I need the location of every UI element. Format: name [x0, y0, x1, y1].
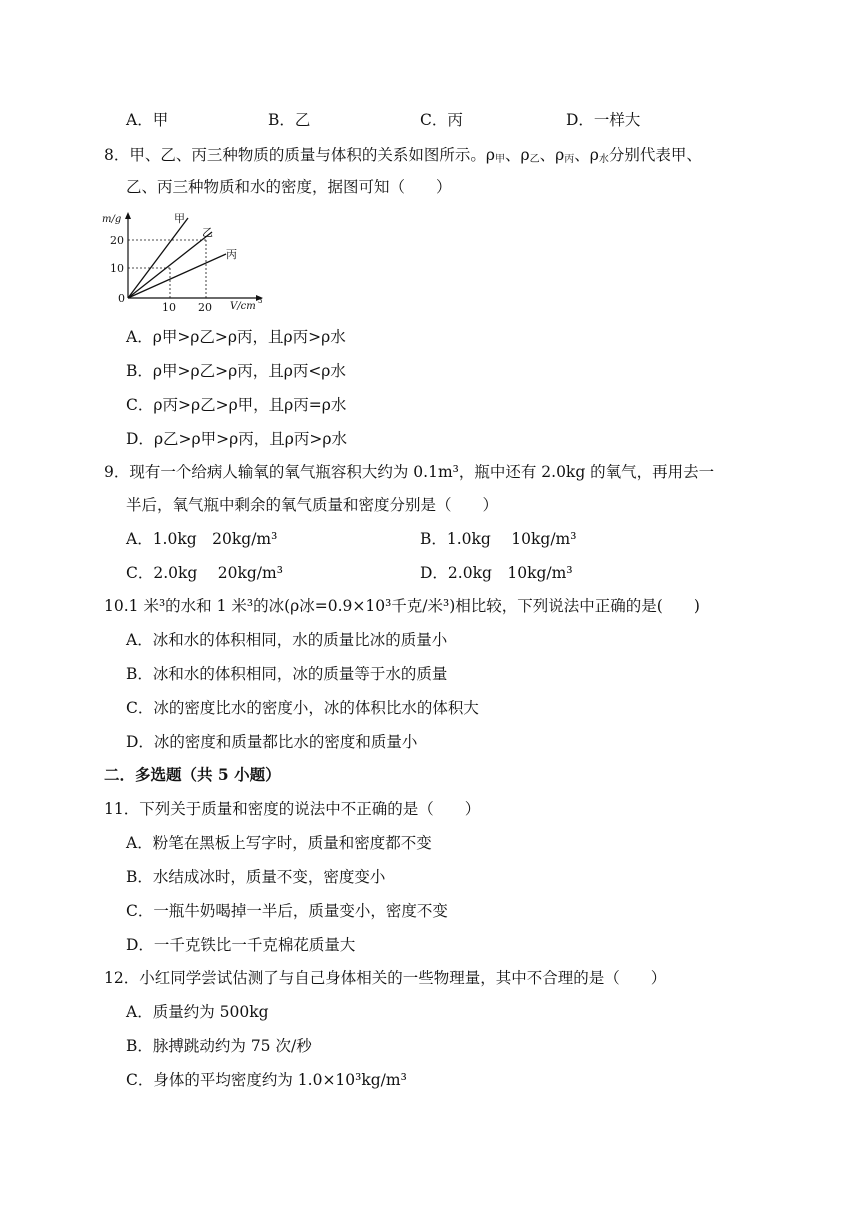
- x-axis-label: V/cm: [230, 301, 256, 312]
- q11-option-d: D．一千克铁比一千克棉花质量大: [126, 936, 356, 954]
- q7-option-b: B．乙: [268, 111, 311, 129]
- origin-label: 0: [118, 292, 125, 305]
- label-bing: 丙: [226, 248, 237, 261]
- q8-stem-line2: 乙、丙三种物质和水的密度，据图可知（ ）: [126, 178, 452, 196]
- y-tick-20: 20: [110, 234, 124, 247]
- q11-option-b: B．水结成冰时，质量不变，密度变小: [126, 868, 386, 886]
- label-yi: 乙: [202, 226, 213, 239]
- q8-option-b: B．ρ甲>ρ乙>ρ丙，且ρ丙<ρ水: [126, 362, 346, 380]
- q9-stem-line2: 半后，氧气瓶中剩余的氧气质量和密度分别是（ ）: [126, 496, 499, 514]
- q7-option-c: C．丙: [420, 111, 463, 129]
- y-tick-10: 10: [110, 262, 124, 275]
- q8-option-c: C．ρ丙>ρ乙>ρ甲，且ρ丙=ρ水: [126, 396, 347, 414]
- q10-option-a: A．冰和水的体积相同，水的质量比冰的质量小: [126, 631, 448, 649]
- q9-option-d: D．2.0kg 10kg/m³: [420, 564, 573, 582]
- y-axis-label: m/g: [102, 214, 122, 225]
- q7-option-d: D．一样大: [566, 111, 641, 129]
- q12-option-c: C．身体的平均密度约为 1.0×10³kg/m³: [126, 1071, 407, 1089]
- q10-option-c: C．冰的密度比水的密度小，冰的体积比水的体积大: [126, 699, 479, 717]
- q10-option-d: D．冰的密度和质量都比水的密度和质量小: [126, 733, 418, 751]
- q12-option-a: A．质量约为 500kg: [126, 1003, 269, 1021]
- q8-stem-line1: 8．甲、乙、丙三种物质的质量与体积的关系如图所示。$\rho_甲$、$\rho_乙$、$\rho_丙$、$\rho_水$分别代表甲、: [104, 146, 702, 165]
- q8-option-d: D．ρ乙>ρ甲>ρ丙，且ρ丙>ρ水: [126, 430, 347, 448]
- x-tick-20: 20: [198, 301, 212, 314]
- q7-option-a: A．甲: [126, 111, 169, 129]
- q11-option-c: C．一瓶牛奶喝掉一半后，质量变小，密度不变: [126, 902, 448, 920]
- q10-option-b: B．冰和水的体积相同，冰的质量等于水的质量: [126, 665, 448, 683]
- mass-volume-graph: [100, 210, 270, 314]
- q11-stem: 11．下列关于质量和密度的说法中不正确的是（ ）: [104, 800, 481, 818]
- q9-option-a: A．1.0kg 20kg/m³: [126, 530, 278, 548]
- q12-option-b: B．脉搏跳动约为 75 次/秒: [126, 1037, 312, 1055]
- x-axis-unit-sup: 3: [258, 297, 263, 305]
- q9-option-b: B．1.0kg 10kg/m³: [420, 530, 577, 548]
- q8-option-a: A．ρ甲>ρ乙>ρ丙，且ρ丙>ρ水: [126, 328, 346, 346]
- q9-option-c: C．2.0kg 20kg/m³: [126, 564, 283, 582]
- section-heading-multi-choice: 二．多选题（共 5 小题）: [104, 765, 281, 784]
- line-bing: [128, 254, 226, 298]
- label-jia: 甲: [174, 212, 185, 225]
- q11-option-a: A．粉笔在黑板上写字时，质量和密度都不变: [126, 834, 432, 852]
- x-tick-10: 10: [162, 301, 176, 314]
- q9-stem-line1: 9．现有一个给病人输氧的氧气瓶容积大约为 0.1m³，瓶中还有 2.0kg 的氧气，再用去一: [104, 463, 715, 481]
- q10-stem: 10.1 米³的水和 1 米³的冰(ρ冰=0.9×10³千克/米³)相比较，下列说法中正确的是( ): [104, 597, 700, 615]
- q12-stem: 12．小红同学尝试估测了与自己身体相关的一些物理量，其中不合理的是（ ）: [104, 969, 667, 987]
- y-axis-arrow: [125, 212, 131, 219]
